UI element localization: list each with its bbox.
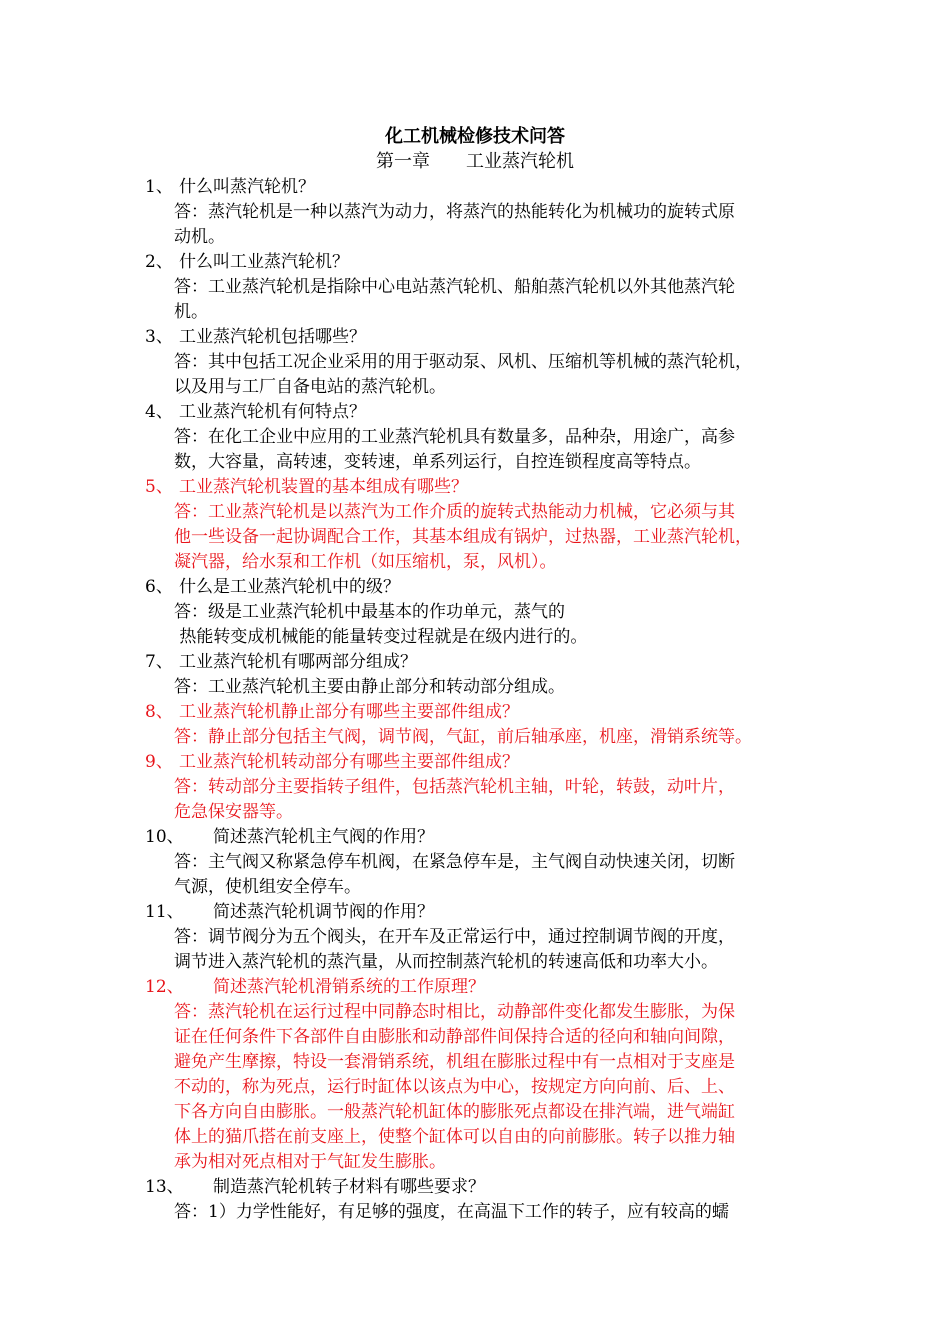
answer-line: 他一些设备一起协调配合工作，其基本组成有锅炉，过热器，工业蒸汽轮机， — [174, 527, 752, 547]
answer-line: 下各方向自由膨胀。一般蒸汽轮机缸体的膨胀死点都设在排汽端，进气端缸 — [174, 1102, 735, 1122]
answer-line: 答：工业蒸汽轮机是以蒸汽为工作介质的旋转式热能动力机械，它必须与其 — [174, 502, 735, 522]
answer — [174, 925, 819, 975]
question-number: 11、 — [145, 902, 184, 922]
question-number: 7、 — [145, 652, 173, 672]
answer — [174, 775, 819, 825]
question-number: 8、 — [145, 702, 173, 722]
answer — [174, 600, 819, 650]
question — [145, 750, 825, 775]
qa-item — [145, 975, 825, 1175]
answer-line: 气源，使机组安全停车。 — [174, 877, 361, 897]
question-text: 工业蒸汽轮机有哪两部分组成？ — [179, 652, 417, 672]
question — [145, 650, 825, 675]
question-text: 简述蒸汽轮机滑销系统的工作原理？ — [213, 977, 485, 997]
qa-list — [145, 175, 825, 1225]
question — [145, 700, 825, 725]
question-number: 3、 — [145, 327, 173, 347]
answer — [174, 675, 819, 700]
question — [145, 475, 825, 500]
answer-line: 以及用与工厂自备电站的蒸汽轮机。 — [174, 377, 446, 397]
question — [145, 975, 825, 1000]
question-text: 简述蒸汽轮机主气阀的作用？ — [213, 827, 434, 847]
answer-line: 动机。 — [174, 227, 225, 247]
document-title: 化工机械检修技术问答 — [385, 126, 565, 147]
question — [145, 900, 825, 925]
question-number: 4、 — [145, 402, 173, 422]
question-number: 1、 — [145, 177, 173, 197]
question — [145, 175, 825, 200]
answer — [174, 1000, 819, 1175]
question — [145, 325, 825, 350]
question-text: 工业蒸汽轮机转动部分有哪些主要部件组成？ — [179, 752, 519, 772]
question-number: 13、 — [145, 1177, 184, 1197]
question-text: 工业蒸汽轮机有何特点？ — [179, 402, 366, 422]
answer-line: 证在任何条件下各部件自由膨胀和动静部件间保持合适的径向和轴向间隙， — [174, 1027, 735, 1047]
answer-line: 答：主气阀又称紧急停车机阀，在紧急停车是，主气阀自动快速关闭，切断 — [174, 852, 735, 872]
question-text: 制造蒸汽轮机转子材料有哪些要求？ — [213, 1177, 485, 1197]
question-text: 什么叫蒸汽轮机？ — [179, 177, 315, 197]
question — [145, 400, 825, 425]
qa-item — [145, 175, 825, 250]
qa-item — [145, 325, 825, 400]
question — [145, 575, 825, 600]
question — [145, 1175, 825, 1200]
qa-item — [145, 400, 825, 475]
answer-line: 答：蒸汽轮机是一种以蒸汽为动力，将蒸汽的热能转化为机械功的旋转式原 — [174, 202, 735, 222]
answer-line: 答：转动部分主要指转子组件，包括蒸汽轮机主轴，叶轮，转鼓，动叶片， — [174, 777, 735, 797]
answer — [174, 350, 819, 400]
question-text: 工业蒸汽轮机包括哪些？ — [179, 327, 366, 347]
answer-line: 热能转变成机械能的能量转变过程就是在级内进行的。 — [174, 627, 588, 647]
qa-item — [145, 700, 825, 750]
question-number: 9、 — [145, 752, 173, 772]
answer-line: 答：工业蒸汽轮机主要由静止部分和转动部分组成。 — [174, 677, 565, 697]
question-number: 2、 — [145, 252, 173, 272]
question-number: 6、 — [145, 577, 173, 597]
answer — [174, 725, 819, 750]
answer-line: 调节进入蒸汽轮机的蒸汽量，从而控制蒸汽轮机的转速高低和功率大小。 — [174, 952, 718, 972]
answer-line: 答：蒸汽轮机在运行过程中同静态时相比，动静部件变化都发生膨胀，为保 — [174, 1002, 735, 1022]
question-text: 简述蒸汽轮机调节阀的作用？ — [213, 902, 434, 922]
qa-item — [145, 750, 825, 825]
question-text: 工业蒸汽轮机装置的基本组成有哪些？ — [179, 477, 468, 497]
qa-item — [145, 825, 825, 900]
answer-line: 承为相对死点相对于气缸发生膨胀。 — [174, 1152, 446, 1172]
answer — [174, 200, 819, 250]
question-number: 5、 — [145, 477, 173, 497]
answer-line: 凝汽器，给水泵和工作机（如压缩机，泵，风机）。 — [174, 552, 557, 572]
qa-item — [145, 650, 825, 700]
answer-line: 避免产生摩擦，特设一套滑销系统，机组在膨胀过程中有一点相对于支座是 — [174, 1052, 735, 1072]
question-number: 12、 — [145, 977, 184, 997]
answer-line: 答：在化工企业中应用的工业蒸汽轮机具有数量多，品种杂，用途广，高参 — [174, 427, 735, 447]
question-text: 工业蒸汽轮机静止部分有哪些主要部件组成？ — [179, 702, 519, 722]
question — [145, 825, 825, 850]
qa-item — [145, 900, 825, 975]
answer — [174, 500, 819, 575]
answer — [174, 425, 819, 475]
qa-item — [145, 250, 825, 325]
answer-line: 机。 — [174, 302, 208, 322]
answer-line: 答：静止部分包括主气阀，调节阀，气缸，前后轴承座，机座，滑销系统等。 — [174, 727, 752, 747]
answer-line: 体上的猫爪搭在前支座上，使整个缸体可以自由的向前膨胀。转子以推力轴 — [174, 1127, 735, 1147]
answer-line: 危急保安器等。 — [174, 802, 293, 822]
answer-line: 答：级是工业蒸汽轮机中最基本的作功单元，蒸气的 — [174, 602, 565, 622]
qa-item — [145, 1175, 825, 1225]
answer — [174, 275, 819, 325]
chapter-heading: 第一章 工业蒸汽轮机 — [376, 151, 574, 172]
answer — [174, 850, 819, 900]
answer-line: 答：工业蒸汽轮机是指除中心电站蒸汽轮机、船舶蒸汽轮机以外其他蒸汽轮 — [174, 277, 735, 297]
question-number: 10、 — [145, 827, 184, 847]
answer-line: 答：调节阀分为五个阀头，在开车及正常运行中，通过控制调节阀的开度， — [174, 927, 735, 947]
answer-line: 不动的，称为死点，运行时缸体以该点为中心，按规定方向向前、后、上、 — [174, 1077, 735, 1097]
question — [145, 250, 825, 275]
qa-item — [145, 475, 825, 575]
question-text: 什么是工业蒸汽轮机中的级？ — [179, 577, 400, 597]
answer-line: 答：其中包括工况企业采用的用于驱动泵、风机、压缩机等机械的蒸汽轮机， — [174, 352, 752, 372]
answer — [174, 1200, 819, 1225]
answer-line: 答：1）力学性能好，有足够的强度，在高温下工作的转子，应有较高的蠕 — [174, 1202, 729, 1222]
qa-item — [145, 575, 825, 650]
answer-line: 数，大容量，高转速，变转速，单系列运行，自控连锁程度高等特点。 — [174, 452, 701, 472]
question-text: 什么叫工业蒸汽轮机？ — [179, 252, 349, 272]
